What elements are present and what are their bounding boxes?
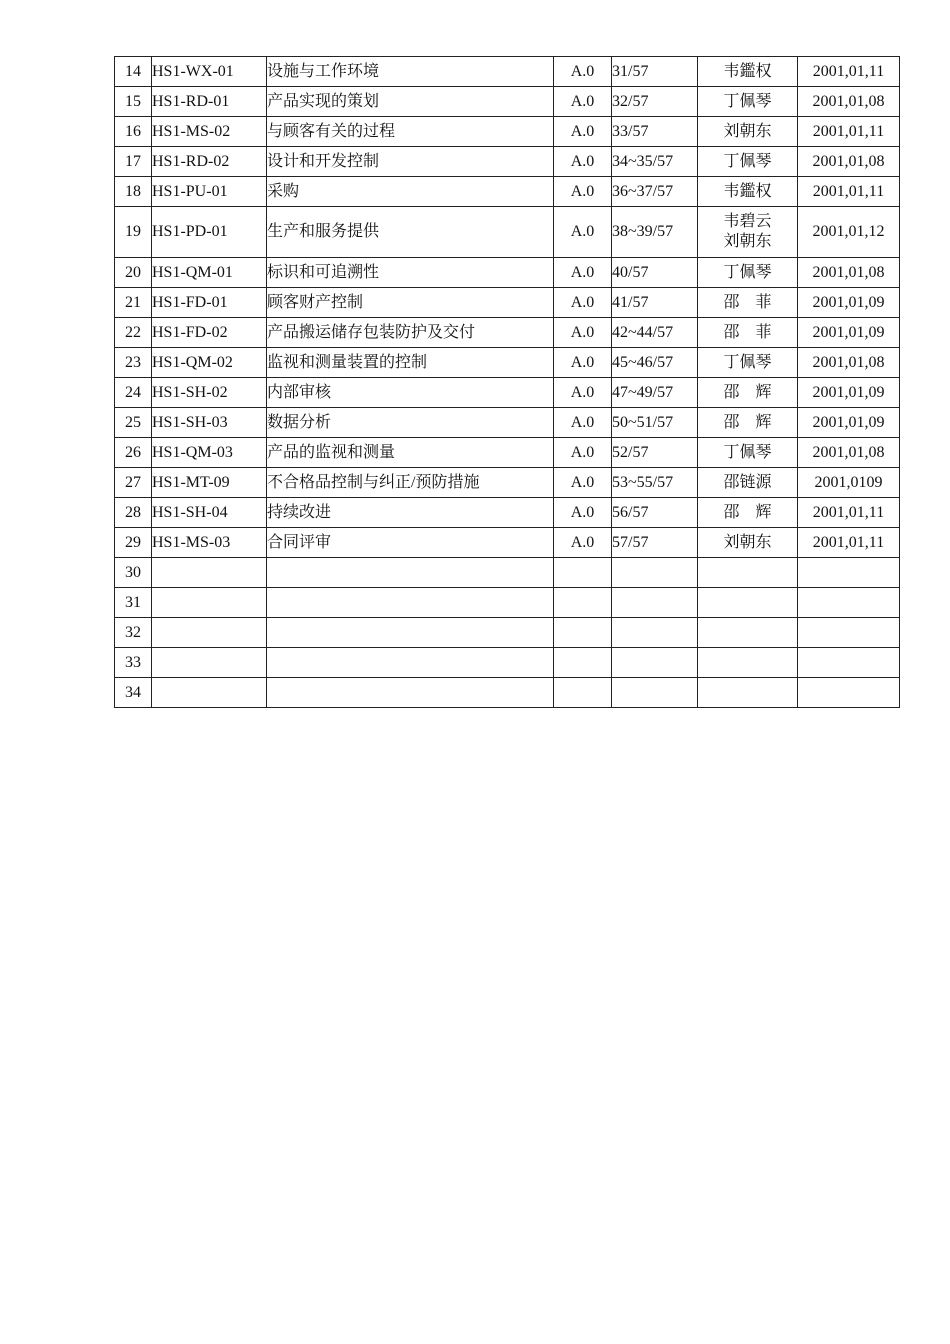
table-row [115, 498, 900, 528]
page-range-cell [612, 588, 698, 618]
row-number-cell: 31 [115, 588, 152, 618]
document-title-cell: 设计和开发控制 [267, 147, 554, 177]
document-code-cell: HS1-SH-04 [152, 498, 267, 528]
page-range-cell: 31/57 [612, 57, 698, 87]
document-title-cell: 内部审核 [267, 378, 554, 408]
version-cell: A.0 [554, 177, 612, 207]
document-title-cell [267, 648, 554, 678]
document-code-cell: HS1-QM-01 [152, 258, 267, 288]
row-number-cell: 18 [115, 177, 152, 207]
page-range-cell [612, 678, 698, 708]
person-name: 邵 菲 [723, 323, 772, 341]
version-cell: A.0 [554, 318, 612, 348]
document-title-cell: 合同评审 [267, 528, 554, 558]
version-cell: A.0 [554, 528, 612, 558]
document-code-cell: HS1-WX-01 [152, 57, 267, 87]
version-cell: A.0 [554, 408, 612, 438]
responsible-person-cell [698, 147, 798, 177]
date-cell: 2001,01,11 [798, 117, 900, 147]
date-cell [798, 618, 900, 648]
date-cell: 2001,01,09 [798, 378, 900, 408]
version-cell: A.0 [554, 57, 612, 87]
page-range-cell [612, 648, 698, 678]
responsible-person-cell [698, 288, 798, 318]
person-name: 刘朝东 [723, 233, 772, 250]
row-number-cell: 30 [115, 558, 152, 588]
table-row [115, 438, 900, 468]
page-range-cell: 36~37/57 [612, 177, 698, 207]
version-cell: A.0 [554, 288, 612, 318]
row-number-cell: 21 [115, 288, 152, 318]
document-title-cell [267, 558, 554, 588]
document-title-cell: 生产和服务提供 [267, 207, 554, 258]
version-cell [554, 648, 612, 678]
document-code-cell [152, 588, 267, 618]
person-name: 丁佩琴 [723, 92, 772, 110]
row-number-cell: 22 [115, 318, 152, 348]
date-cell: 2001,01,09 [798, 288, 900, 318]
responsible-person-cell [698, 528, 798, 558]
table-row [115, 57, 900, 87]
document-title-cell: 不合格品控制与纠正/预防措施 [267, 468, 554, 498]
person-name: 邵链源 [723, 473, 772, 491]
date-cell: 2001,01,11 [798, 177, 900, 207]
row-number-cell: 16 [115, 117, 152, 147]
table-row [115, 678, 900, 708]
table-row [115, 588, 900, 618]
document-title-cell: 监视和测量装置的控制 [267, 348, 554, 378]
row-number-cell: 28 [115, 498, 152, 528]
date-cell: 2001,01,12 [798, 207, 900, 258]
person-name: 丁佩琴 [723, 152, 772, 170]
version-cell: A.0 [554, 468, 612, 498]
date-cell: 2001,01,11 [798, 57, 900, 87]
document-title-cell: 产品的监视和测量 [267, 438, 554, 468]
date-cell: 2001,01,09 [798, 408, 900, 438]
date-cell: 2001,01,08 [798, 348, 900, 378]
page-range-cell: 50~51/57 [612, 408, 698, 438]
row-number-cell: 20 [115, 258, 152, 288]
person-name: 邵 辉 [723, 503, 772, 521]
version-cell: A.0 [554, 498, 612, 528]
page-range-cell: 57/57 [612, 528, 698, 558]
row-number-cell: 25 [115, 408, 152, 438]
page-range-cell [612, 618, 698, 648]
row-number-cell: 33 [115, 648, 152, 678]
person-name: 邵 辉 [723, 383, 772, 401]
version-cell [554, 678, 612, 708]
table-row [115, 288, 900, 318]
document-title-cell: 与顾客有关的过程 [267, 117, 554, 147]
version-cell: A.0 [554, 117, 612, 147]
date-cell: 2001,01,08 [798, 147, 900, 177]
table-row [115, 408, 900, 438]
document-code-cell: HS1-MS-03 [152, 528, 267, 558]
row-number-cell: 19 [115, 207, 152, 258]
person-name: 丁佩琴 [723, 443, 772, 461]
responsible-person-cell [698, 408, 798, 438]
date-cell: 2001,01,08 [798, 438, 900, 468]
document-code-cell: HS1-MT-09 [152, 468, 267, 498]
date-cell [798, 588, 900, 618]
table-row [115, 258, 900, 288]
table-row [115, 318, 900, 348]
row-number-cell: 27 [115, 468, 152, 498]
table-row [115, 648, 900, 678]
document-title-cell: 设施与工作环境 [267, 57, 554, 87]
document-title-cell: 顾客财产控制 [267, 288, 554, 318]
document-title-cell [267, 588, 554, 618]
row-number-cell: 29 [115, 528, 152, 558]
table-row [115, 528, 900, 558]
document-code-cell: HS1-FD-01 [152, 288, 267, 318]
date-cell [798, 678, 900, 708]
table-row [115, 177, 900, 207]
responsible-person-cell [698, 468, 798, 498]
document-code-cell: HS1-PU-01 [152, 177, 267, 207]
document-code-cell [152, 678, 267, 708]
row-number-cell: 34 [115, 678, 152, 708]
person-name: 邵 菲 [723, 293, 772, 311]
table-row [115, 207, 900, 258]
responsible-person-cell [698, 588, 798, 618]
document-code-cell: HS1-RD-02 [152, 147, 267, 177]
row-number-cell: 14 [115, 57, 152, 87]
version-cell [554, 618, 612, 648]
document-title-cell: 产品实现的策划 [267, 87, 554, 117]
person-name: 丁佩琴 [723, 263, 772, 281]
table-row [115, 378, 900, 408]
version-cell: A.0 [554, 87, 612, 117]
row-number-cell: 24 [115, 378, 152, 408]
row-number-cell: 23 [115, 348, 152, 378]
document-code-cell: HS1-PD-01 [152, 207, 267, 258]
document-title-cell: 标识和可追溯性 [267, 258, 554, 288]
responsible-person-cell [698, 258, 798, 288]
person-name: 丁佩琴 [723, 353, 772, 371]
responsible-person-cell [698, 207, 798, 258]
responsible-person-cell [698, 678, 798, 708]
row-number-cell: 17 [115, 147, 152, 177]
document-title-cell: 数据分析 [267, 408, 554, 438]
person-name: 邵 辉 [723, 413, 772, 431]
document-register-table [114, 56, 900, 708]
document-title-cell [267, 618, 554, 648]
version-cell: A.0 [554, 348, 612, 378]
row-number-cell: 15 [115, 87, 152, 117]
page-range-cell: 52/57 [612, 438, 698, 468]
document-code-cell [152, 648, 267, 678]
table-row [115, 87, 900, 117]
responsible-person-cell [698, 558, 798, 588]
page-range-cell: 42~44/57 [612, 318, 698, 348]
person-name: 刘朝东 [723, 533, 772, 551]
responsible-person-cell [698, 378, 798, 408]
document-title-cell: 持续改进 [267, 498, 554, 528]
person-name: 刘朝东 [723, 122, 772, 140]
person-name: 韦鑑权 [723, 182, 772, 200]
document-code-cell: HS1-QM-02 [152, 348, 267, 378]
table-row [115, 348, 900, 378]
document-code-cell: HS1-SH-03 [152, 408, 267, 438]
page-range-cell: 41/57 [612, 288, 698, 318]
row-number-cell: 32 [115, 618, 152, 648]
responsible-person-cell [698, 498, 798, 528]
responsible-person-cell [698, 618, 798, 648]
person-name: 韦碧云 [723, 213, 772, 230]
document-code-cell [152, 618, 267, 648]
date-cell: 2001,01,11 [798, 528, 900, 558]
date-cell [798, 558, 900, 588]
responsible-person-cell [698, 87, 798, 117]
date-cell: 2001,01,08 [798, 87, 900, 117]
date-cell [798, 648, 900, 678]
date-cell: 2001,01,09 [798, 318, 900, 348]
version-cell [554, 588, 612, 618]
page-range-cell: 38~39/57 [612, 207, 698, 258]
date-cell: 2001,0109 [798, 468, 900, 498]
page-range-cell: 56/57 [612, 498, 698, 528]
document-code-cell [152, 558, 267, 588]
responsible-person-cell [698, 318, 798, 348]
responsible-person-cell [698, 57, 798, 87]
responsible-person-cell [698, 348, 798, 378]
document-code-cell: HS1-RD-01 [152, 87, 267, 117]
version-cell: A.0 [554, 258, 612, 288]
table-row [115, 618, 900, 648]
version-cell: A.0 [554, 438, 612, 468]
row-number-cell: 26 [115, 438, 152, 468]
table-row [115, 117, 900, 147]
version-cell: A.0 [554, 147, 612, 177]
responsible-person-cell [698, 648, 798, 678]
document-code-cell: HS1-SH-02 [152, 378, 267, 408]
version-cell: A.0 [554, 378, 612, 408]
version-cell [554, 558, 612, 588]
page-range-cell: 53~55/57 [612, 468, 698, 498]
responsible-person-cell [698, 177, 798, 207]
document-code-cell: HS1-QM-03 [152, 438, 267, 468]
document-title-cell: 采购 [267, 177, 554, 207]
date-cell: 2001,01,08 [798, 258, 900, 288]
document-code-cell: HS1-MS-02 [152, 117, 267, 147]
version-cell: A.0 [554, 207, 612, 258]
table-row [115, 558, 900, 588]
document-title-cell [267, 678, 554, 708]
document-title-cell: 产品搬运储存包装防护及交付 [267, 318, 554, 348]
page-range-cell: 40/57 [612, 258, 698, 288]
page-range-cell [612, 558, 698, 588]
table-body [115, 57, 900, 708]
date-cell: 2001,01,11 [798, 498, 900, 528]
responsible-person-cell [698, 438, 798, 468]
page-range-cell: 45~46/57 [612, 348, 698, 378]
page-range-cell: 47~49/57 [612, 378, 698, 408]
table-row [115, 147, 900, 177]
page-range-cell: 34~35/57 [612, 147, 698, 177]
page-range-cell: 33/57 [612, 117, 698, 147]
responsible-person-cell [698, 117, 798, 147]
person-name: 韦鑑权 [723, 62, 772, 80]
table-row [115, 468, 900, 498]
document-code-cell: HS1-FD-02 [152, 318, 267, 348]
page-range-cell: 32/57 [612, 87, 698, 117]
